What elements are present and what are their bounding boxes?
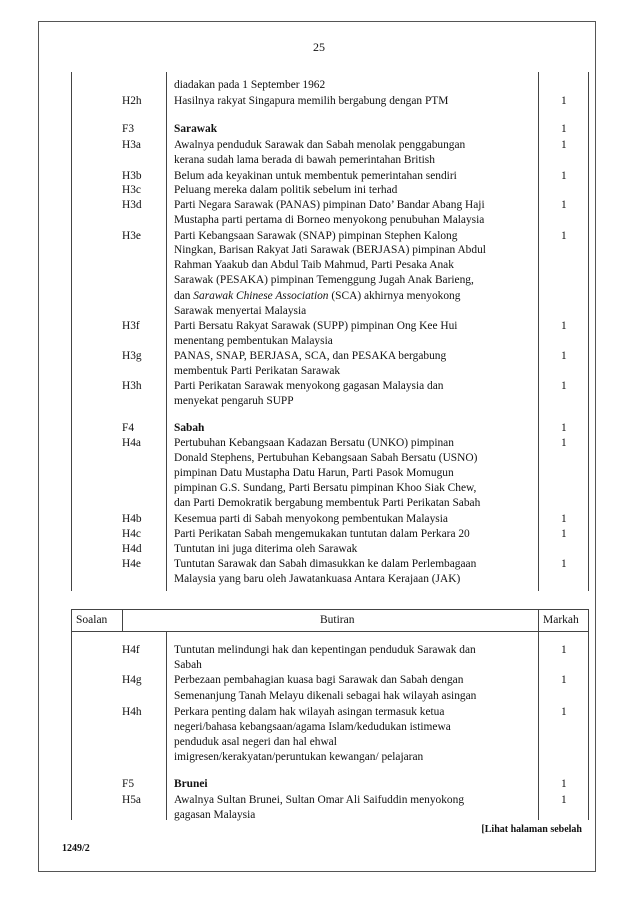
table-row xyxy=(0,364,638,378)
table-row xyxy=(0,808,638,822)
answer-text: Hasilnya rakyat Singapura memilih bergabung dengan PTM xyxy=(174,95,449,107)
page-number: 25 xyxy=(313,40,325,54)
table-row xyxy=(0,122,638,136)
table-row xyxy=(0,169,638,183)
answer-text: Sarawak xyxy=(174,123,218,135)
table-row xyxy=(0,512,638,526)
table-row xyxy=(0,481,638,495)
question-code: F5 xyxy=(122,778,135,790)
answer-text: Brunei xyxy=(174,778,208,790)
answer-text: diadakan pada 1 September 1962 xyxy=(174,79,326,91)
mark-value: 1 xyxy=(561,199,567,211)
answer-text: pimpinan Datu Mustapha Datu Harun, Parti Pasok Momugun xyxy=(174,467,454,479)
answer-text: Mustapha parti pertama di Borneo menyokong penubuhan Malaysia xyxy=(174,214,485,226)
question-code: H4a xyxy=(122,437,141,449)
table-row xyxy=(0,421,638,435)
mark-value: 1 xyxy=(561,644,567,656)
table-row xyxy=(0,557,638,571)
question-code: H3f xyxy=(122,320,140,332)
table-row xyxy=(0,138,638,152)
answer-text: PANAS, SNAP, BERJASA, SCA, dan PESAKA bergabung xyxy=(174,350,447,362)
mark-value: 1 xyxy=(561,139,567,151)
mark-value: 1 xyxy=(561,350,567,362)
question-code: H3c xyxy=(122,184,141,196)
question-code: H3g xyxy=(122,350,142,362)
mark-value: 1 xyxy=(561,95,567,107)
mark-value: 1 xyxy=(561,170,567,182)
table-row xyxy=(0,334,638,348)
mark-value: 1 xyxy=(561,558,567,570)
table-line xyxy=(71,631,589,632)
table-row xyxy=(0,466,638,480)
answer-text: Sarawak (PESAKA) pimpinan Temenggung Jugah Anak Barieng, xyxy=(174,274,474,286)
question-code: H3a xyxy=(122,139,141,151)
header-markah: Markah xyxy=(543,614,579,626)
table-row xyxy=(0,78,638,92)
mark-value: 1 xyxy=(561,513,567,525)
answer-text: Tuntutan ini juga diterima oleh Sarawak xyxy=(174,543,358,555)
table-row xyxy=(0,793,638,807)
mark-value: 1 xyxy=(561,437,567,449)
mark-value: 1 xyxy=(561,123,567,135)
answer-text: Perbezaan pembahagian kuasa bagi Sarawak dan Sabah dengan xyxy=(174,674,464,686)
answer-text: Pertubuhan Kebangsaan Kadazan Bersatu (UNKO) pimpinan xyxy=(174,437,454,449)
answer-text: Rahman Yaakub dan Abdul Taib Mahmud, Parti Pesaka Anak xyxy=(174,259,454,271)
question-code: H4h xyxy=(122,706,142,718)
mark-value: 1 xyxy=(561,706,567,718)
answer-text: dan Sarawak Chinese Association (SCA) akhirnya menyokong xyxy=(174,290,461,302)
answer-text: Belum ada keyakinan untuk membentuk pemerintahan sendiri xyxy=(174,170,457,182)
answer-text: Perkara penting dalam hak wilayah asingan termasuk ketua xyxy=(174,706,445,718)
table-row xyxy=(0,777,638,791)
answer-text: Sabah xyxy=(174,422,205,434)
next-page-note: [Lihat halaman sebelah xyxy=(481,824,582,835)
table-row xyxy=(0,243,638,257)
table-row xyxy=(0,258,638,272)
answer-text: dan Parti Demokratik bergabung membentuk Parti Perikatan Sabah xyxy=(174,497,481,509)
answer-text: Parti Kebangsaan Sarawak (SNAP) pimpinan Stephen Kalong xyxy=(174,230,458,242)
question-code: H2h xyxy=(122,95,142,107)
table-row xyxy=(0,658,638,672)
table-row xyxy=(0,183,638,197)
paper-code: 1249/2 xyxy=(62,843,90,854)
answer-text: Parti Bersatu Rakyat Sarawak (SUPP) pimpinan Ong Kee Hui xyxy=(174,320,458,332)
answer-text: Parti Perikatan Sabah mengemukakan tuntutan dalam Perkara 20 xyxy=(174,528,470,540)
table-row xyxy=(0,436,638,450)
answer-text: Sabah xyxy=(174,659,202,671)
question-code: H3b xyxy=(122,170,142,182)
question-code: F3 xyxy=(122,123,135,135)
answer-text: imigresen/kerakyatan/peruntukan kewangan/ pelajaran xyxy=(174,751,424,763)
question-code: H4b xyxy=(122,513,142,525)
question-code: H5a xyxy=(122,794,141,806)
header-soalan: Soalan xyxy=(76,614,108,626)
mark-value: 1 xyxy=(561,674,567,686)
answer-text: penduduk asal negeri dan hal ehwal xyxy=(174,736,337,748)
answer-text: menyekat pengaruh SUPP xyxy=(174,395,294,407)
table-row xyxy=(0,94,638,108)
table-row xyxy=(0,379,638,393)
answer-text: membentuk Parti Perikatan Sarawak xyxy=(174,365,341,377)
question-code: F4 xyxy=(122,422,135,434)
answer-text: Awalnya penduduk Sarawak dan Sabah menolak penggabungan xyxy=(174,139,466,151)
answer-text: gagasan Malaysia xyxy=(174,809,256,821)
answer-text: Ningkan, Barisan Rakyat Jati Sarawak (BERJASA) pimpinan Abdul xyxy=(174,244,486,256)
mark-value: 1 xyxy=(561,528,567,540)
answer-text: Tuntutan Sarawak dan Sabah dimasukkan ke dalam Perlembagaan xyxy=(174,558,477,570)
mark-value: 1 xyxy=(561,778,567,790)
answer-text: Tuntutan melindungi hak dan kepentingan penduduk Sarawak dan xyxy=(174,644,476,656)
mark-value: 1 xyxy=(561,230,567,242)
table-row xyxy=(0,198,638,212)
question-code: H4c xyxy=(122,528,141,540)
answer-text: Kesemua parti di Sabah menyokong pembentukan Malaysia xyxy=(174,513,448,525)
question-code: H4d xyxy=(122,543,142,555)
answer-text: Parti Negara Sarawak (PANAS) pimpinan Dato’ Bandar Abang Haji xyxy=(174,199,485,211)
header-butiran: Butiran xyxy=(320,614,355,626)
table-row xyxy=(0,153,638,167)
answer-text: Parti Perikatan Sarawak menyokong gagasan Malaysia dan xyxy=(174,380,444,392)
table-row xyxy=(0,720,638,734)
answer-text: Donald Stephens, Pertubuhan Kebangsaan Sabah Bersatu (USNO) xyxy=(174,452,478,464)
table-row xyxy=(0,527,638,541)
mark-value: 1 xyxy=(561,422,567,434)
table-row xyxy=(0,319,638,333)
question-code: H4g xyxy=(122,674,142,686)
table-row xyxy=(0,229,638,243)
table-row xyxy=(0,289,638,303)
answer-text: Semenanjung Tanah Melayu dikenali sebagai hak wilayah asingan xyxy=(174,690,477,702)
answer-text: kerana sudah lama berada di bawah pemerintahan British xyxy=(174,154,435,166)
table-row xyxy=(0,304,638,318)
table-row xyxy=(0,542,638,556)
table-line xyxy=(122,609,123,631)
question-code: H3e xyxy=(122,230,141,242)
table-row xyxy=(0,394,638,408)
answer-text: Sarawak menyertai Malaysia xyxy=(174,305,307,317)
answer-text: Awalnya Sultan Brunei, Sultan Omar Ali Saifuddin menyokong xyxy=(174,794,465,806)
table-row xyxy=(0,643,638,657)
question-code: H3d xyxy=(122,199,142,211)
table-row xyxy=(0,673,638,687)
mark-value: 1 xyxy=(561,320,567,332)
question-code: H3h xyxy=(122,380,142,392)
table-row xyxy=(0,273,638,287)
table-row xyxy=(0,572,638,586)
table-row xyxy=(0,750,638,764)
mark-value: 1 xyxy=(561,380,567,392)
answer-text: negeri/bahasa kebangsaan/agama Islam/kedudukan istimewa xyxy=(174,721,451,733)
mark-value: 1 xyxy=(561,794,567,806)
answer-text: Malaysia yang baru oleh Jawatankuasa Antara Kerajaan (JAK) xyxy=(174,573,461,585)
question-code: H4f xyxy=(122,644,140,656)
question-code: H4e xyxy=(122,558,141,570)
table-row xyxy=(0,349,638,363)
answer-text: pimpinan G.S. Sundang, Parti Bersatu pimpinan Khoo Siak Chew, xyxy=(174,482,477,494)
table-row xyxy=(0,451,638,465)
table-row xyxy=(0,213,638,227)
table-row xyxy=(0,689,638,703)
answer-text: menentang pembentukan Malaysia xyxy=(174,335,333,347)
table-row xyxy=(0,496,638,510)
answer-text: Peluang mereka dalam politik sebelum ini terhad xyxy=(174,184,398,196)
table-row xyxy=(0,705,638,719)
table-row xyxy=(0,735,638,749)
